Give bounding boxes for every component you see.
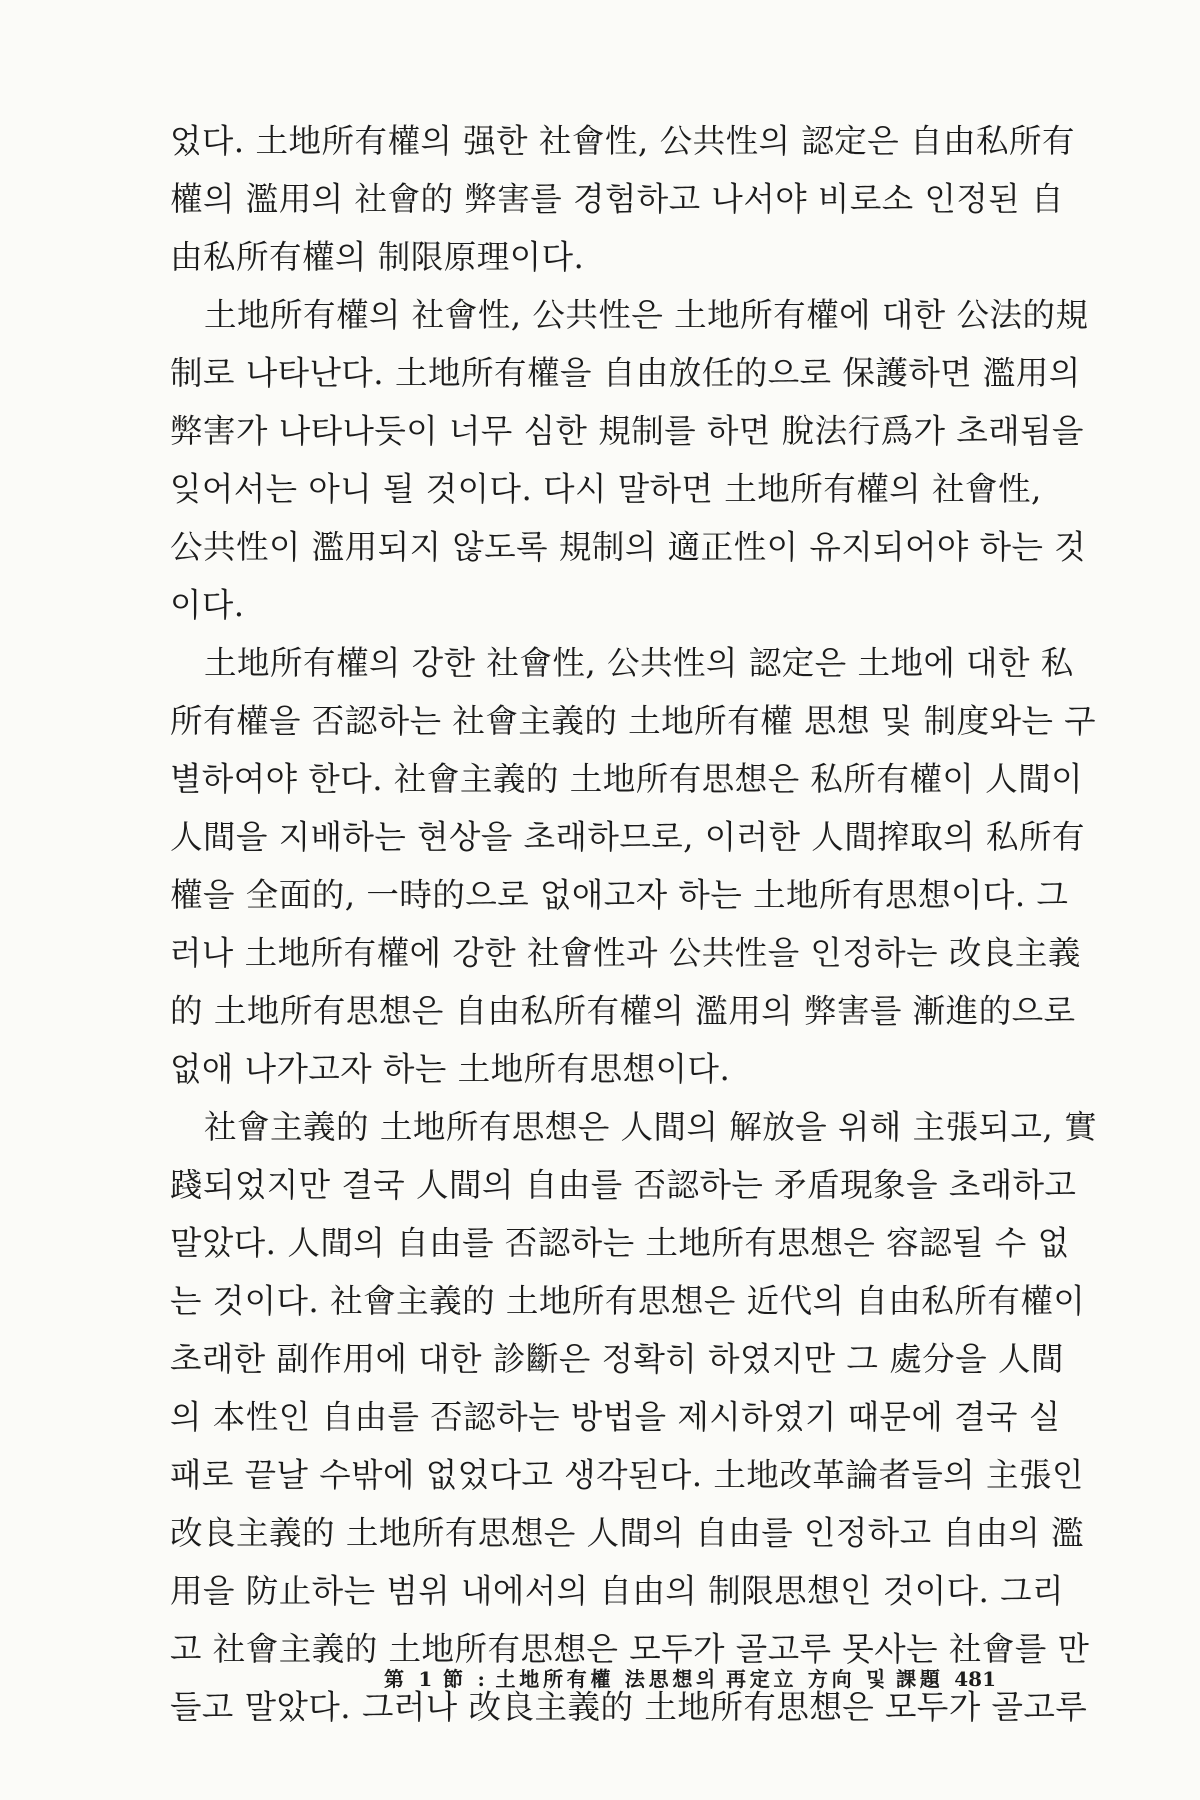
- paragraph: [170, 1098, 1098, 1736]
- text-line: 는 것이다. 社會主義的 土地所有思想은 近代의 自由私所有權이: [170, 1282, 1086, 1320]
- text-line: 별하여야 한다. 社會主義的 土地所有思想은 私所有權이 人間이: [170, 760, 1084, 798]
- text-line: 權을 全面的, 一時的으로 없애고자 하는 土地所有思想이다. 그: [170, 876, 1069, 914]
- text-line: 由私所有權의 制限原理이다.: [170, 238, 585, 276]
- text-line: 用을 防止하는 범위 내에서의 自由의 制限思想인 것이다. 그리: [170, 1572, 1064, 1610]
- text-line: 패로 끝날 수밖에 없었다고 생각된다. 土地改革論者들의 主張인: [170, 1456, 1084, 1494]
- page-number: 481: [954, 1667, 997, 1691]
- text-line: 의 本性인 自由를 否認하는 방법을 제시하였기 때문에 결국 실: [170, 1398, 1061, 1436]
- text-line: 초래한 副作用에 대한 診斷은 정확히 하였지만 그 處分을 人間: [170, 1340, 1064, 1378]
- paragraph: [170, 286, 1089, 634]
- text-line: 人間을 지배하는 현상을 초래하므로, 이러한 人間搾取의 私所有: [170, 818, 1086, 856]
- text-line: 잊어서는 아니 될 것이다. 다시 말하면 土地所有權의 社會性,: [170, 470, 1042, 508]
- text-line: 弊害가 나타나듯이 너무 심한 規制를 하면 脫法行爲가 초래됨을: [170, 412, 1084, 450]
- text-line: 制로 나타난다. 土地所有權을 自由放任的으로 保護하면 濫用의: [170, 354, 1081, 392]
- text-line: 權의 濫用의 社會的 弊害를 경험하고 나서야 비로소 인정된 自: [170, 180, 1064, 218]
- text-line: 土地所有權의 社會性, 公共性은 土地所有權에 대한 公法的規: [204, 296, 1089, 334]
- paragraph: [170, 112, 1076, 286]
- paragraph: [170, 634, 1097, 1098]
- text-line: 러나 土地所有權에 강한 社會性과 公共性을 인정하는 改良主義: [170, 934, 1081, 972]
- text-line: 었다. 土地所有權의 强한 社會性, 公共性의 認定은 自由私所有: [170, 122, 1076, 160]
- text-line: 公共性이 濫用되지 않도록 規制의 適正性이 유지되어야 하는 것: [170, 528, 1087, 566]
- text-line: 고 社會主義的 土地所有思想은 모두가 골고루 못사는 社會를 만: [170, 1630, 1090, 1668]
- text-line: 改良主義的 土地所有思想은 人間의 自由를 인정하고 自由의 濫: [170, 1514, 1085, 1552]
- text-line: 踐되었지만 결국 人間의 自由를 否認하는 矛盾現象을 초래하고: [170, 1166, 1077, 1204]
- text-line: 들고 말았다. 그러나 改良主義的 土地所有思想은 모두가 골고루: [170, 1688, 1088, 1726]
- running-head: 第 1 節 : 土地所有權 法思想의 再定立 方向 및 課題: [384, 1667, 944, 1691]
- text-line: 없애 나가고자 하는 土地所有思想이다.: [170, 1050, 731, 1088]
- body-text: [170, 112, 1098, 1736]
- text-line: 的 土地所有思想은 自由私所有權의 濫用의 弊害를 漸進的으로: [170, 992, 1076, 1030]
- text-line: 土地所有權의 강한 社會性, 公共性의 認定은 土地에 대한 私: [204, 644, 1074, 682]
- text-line: 말았다. 人間의 自由를 否認하는 土地所有思想은 容認될 수 없: [170, 1224, 1070, 1262]
- text-line: 이다.: [170, 586, 245, 624]
- text-line: 所有權을 否認하는 社會主義的 土地所有權 思想 및 制度와는 구: [170, 702, 1097, 740]
- page-footer: [384, 1659, 996, 1699]
- text-line: 社會主義的 土地所有思想은 人間의 解放을 위해 主張되고, 實: [204, 1108, 1098, 1146]
